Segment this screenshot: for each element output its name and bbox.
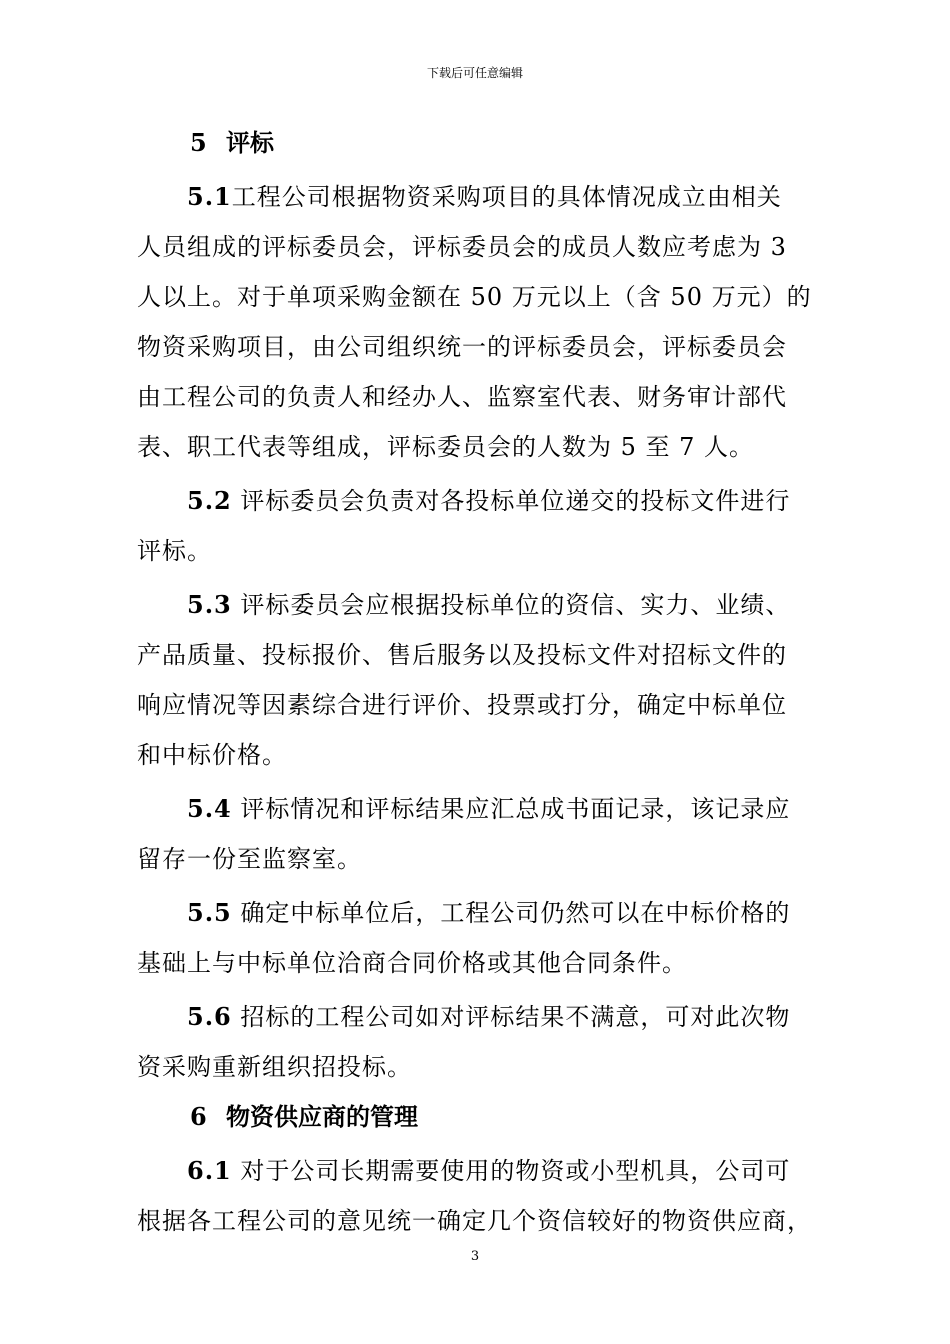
paragraph-line: [137, 888, 817, 938]
paragraph-5-6: [137, 992, 817, 1092]
paragraph-line: 人员组成的评标委员会，评标委员会的成员人数应考虑为 3: [137, 233, 787, 261]
section-title: 物资供应商的管理: [226, 1102, 418, 1131]
paragraph-5-4: [137, 784, 817, 884]
paragraph-text: 招标的工程公司如对评标结果不满意，可对此次物: [231, 1003, 791, 1031]
paragraph-line: 基础上与中标单位洽商合同价格或其他合同条件。: [137, 949, 687, 977]
paragraph-5-5: [137, 888, 817, 988]
paragraph-number: 5.5: [187, 898, 232, 927]
paragraph-number: 5.3: [187, 590, 232, 619]
paragraph-line: 资采购重新组织招投标。: [137, 1053, 412, 1081]
section-number: 5: [190, 128, 207, 157]
paragraph-5-1: [137, 172, 817, 472]
paragraph-text: 评标委员会负责对各投标单位递交的投标文件进行: [231, 487, 791, 515]
paragraph-number: 5.4: [187, 794, 232, 823]
paragraph-number: 5.1: [187, 182, 232, 211]
paragraph-line: 物资采购项目，由公司组织统一的评标委员会，评标委员会: [137, 333, 787, 361]
paragraph-6-1: [137, 1146, 817, 1246]
paragraph-text: 对于公司长期需要使用的物资或小型机具，公司可: [231, 1157, 791, 1185]
paragraph-line: 人以上。对于单项采购金额在 50 万元以上（含 50 万元）的: [137, 283, 812, 311]
paragraph-line: [137, 476, 817, 526]
paragraph-5-3: [137, 580, 817, 780]
paragraph-line: [137, 784, 817, 834]
paragraph-5-2: [137, 476, 817, 576]
paragraph-line: 响应情况等因素综合进行评价、投票或打分，确定中标单位: [137, 691, 787, 719]
page-number: 3: [470, 1249, 480, 1264]
paragraph-line: 和中标价格。: [137, 741, 287, 769]
paragraph-text: 确定中标单位后，工程公司仍然可以在中标价格的: [231, 899, 791, 927]
section-title: 评标: [226, 128, 274, 157]
paragraph-number: 5.2: [187, 486, 232, 515]
paragraph-text: 评标委员会应根据投标单位的资信、实力、业绩、: [231, 591, 791, 619]
paragraph-line: 由工程公司的负责人和经办人、监察室代表、财务审计部代: [137, 383, 787, 411]
paragraph-line: 产品质量、投标报价、售后服务以及投标文件对招标文件的: [137, 641, 787, 669]
section-heading-6: [190, 1096, 817, 1138]
paragraph-line: 表、职工代表等组成，评标委员会的人数为 5 至 7 人。: [137, 433, 755, 461]
paragraph-line: 根据各工程公司的意见统一确定几个资信较好的物资供应商，: [137, 1207, 812, 1235]
section-heading-5: [190, 122, 817, 164]
paragraph-line: [137, 992, 817, 1042]
document-body: [137, 122, 817, 1250]
paragraph-text: 工程公司根据物资采购项目的具体情况成立由相关: [231, 183, 782, 211]
paragraph-line: [137, 580, 817, 630]
paragraph-line: 评标。: [137, 537, 212, 565]
paragraph-line: [137, 1146, 817, 1196]
paragraph-line: [137, 172, 817, 222]
paragraph-text: 评标情况和评标结果应汇总成书面记录，该记录应: [231, 795, 791, 823]
paragraph-number: 6.1: [187, 1156, 232, 1185]
section-number: 6: [190, 1102, 207, 1131]
paragraph-line: 留存一份至监察室。: [137, 845, 362, 873]
page-header: 下载后可任意编辑: [426, 66, 523, 80]
paragraph-number: 5.6: [187, 1002, 232, 1031]
